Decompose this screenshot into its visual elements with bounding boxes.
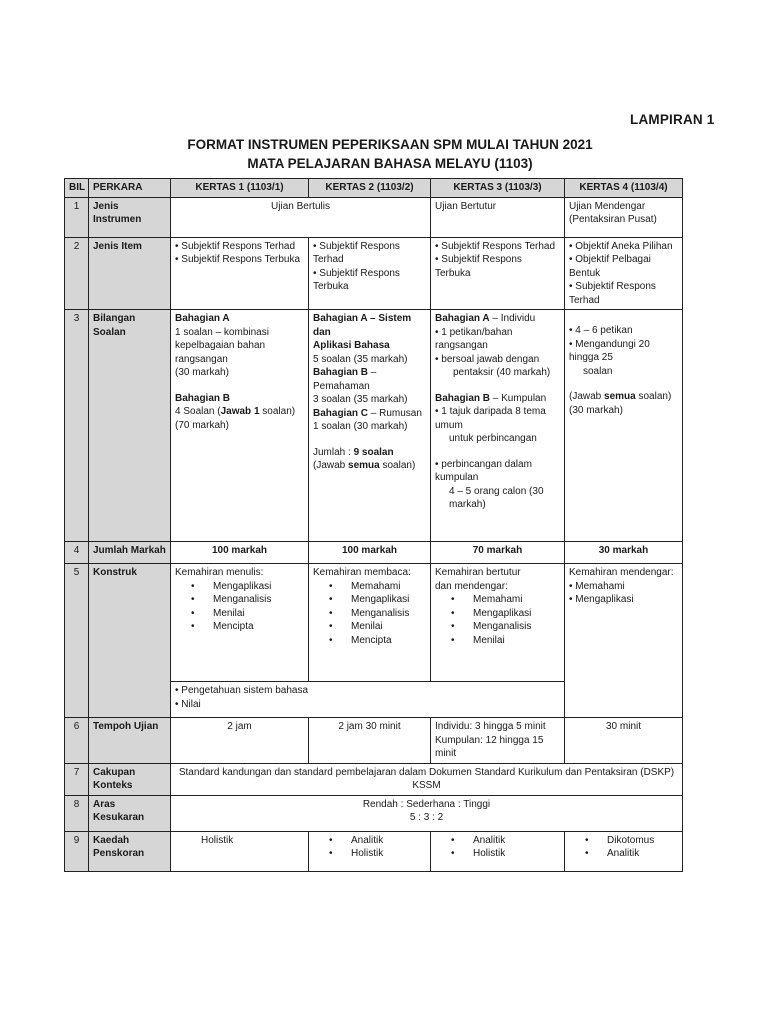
list-item: • Subjektif Respons Terbuka [435, 254, 522, 279]
cell-text: (70 markah) [175, 419, 229, 431]
row-number: 4 [65, 542, 89, 564]
text-part: (Jawab [569, 391, 605, 402]
list-item: • Objektif Pelbagai Bentuk [569, 254, 651, 279]
cell-text: 5 : 3 : 2 [409, 812, 444, 823]
text-part: – Kumpulan [490, 392, 547, 404]
scoring-list [569, 834, 678, 861]
list-item: • Menganalisis [329, 607, 426, 621]
skill-list [435, 593, 560, 647]
text-part: Bahagian B [435, 392, 491, 404]
row-number: 3 [65, 310, 89, 542]
cell-kertas-3 [431, 310, 565, 542]
cell-text [175, 405, 304, 419]
spacer [175, 380, 304, 392]
cell-text: untuk perbincangan [449, 433, 537, 444]
row-label: Cakupan Konteks [89, 763, 171, 795]
list-item: • Mengandungi 20 hingga 25 [569, 338, 650, 363]
cell-kertas-1: 2 jam [171, 718, 309, 764]
cell-text: 4 – 5 orang calon (30 markah) [449, 485, 544, 510]
text-part: (Jawab [313, 460, 349, 471]
section-heading: Aplikasi Bahasa [313, 340, 390, 351]
table-row [65, 564, 683, 682]
section-heading: Bahagian B [175, 392, 231, 404]
row-label: Jenis Instrumen [89, 197, 171, 237]
list-item: • 1 tajuk daripada 8 tema umum [435, 406, 546, 431]
cell-kertas-4 [565, 310, 683, 542]
table-row [65, 237, 683, 310]
list-item: • 4 – 6 petikan [569, 325, 633, 336]
cell-text [313, 459, 426, 473]
cell-kertas-2 [309, 564, 431, 682]
list-item: • Subjektif Respons Terhad [313, 240, 400, 265]
cell-kertas-4 [565, 564, 683, 718]
list-item: • 1 petikan/bahan rangsangan [435, 326, 513, 351]
cell-text [313, 407, 426, 421]
table-row [65, 542, 683, 564]
row-number: 6 [65, 718, 89, 764]
row-number: 1 [65, 197, 89, 237]
text-part: Jawab 1 [220, 406, 260, 417]
cell-text: Kumpulan: 12 hingga 15 minit [435, 734, 544, 759]
list-item: • Menganalisis [451, 620, 560, 634]
list-item: • Subjektif Respons Terbuka [313, 267, 400, 292]
list-item: • Analitik [329, 834, 426, 848]
spacer [313, 434, 426, 446]
table-row [65, 795, 683, 831]
text-part: 4 Soalan ( [175, 406, 221, 417]
cell-kertas-4: 30 minit [565, 718, 683, 764]
list-item: • Memahami [569, 580, 625, 592]
text-part: Bahagian A [435, 313, 490, 324]
list-item: • Nilai [175, 698, 201, 710]
cell-kertas-2 [309, 310, 431, 542]
cell-text: (Pentaksiran Pusat) [569, 214, 657, 225]
cell-text: 3 soalan (35 markah) [313, 394, 408, 405]
cell-kertas-3: 70 markah [431, 542, 565, 564]
cell-kertas-2: 100 markah [309, 542, 431, 564]
row-label: Aras Kesukaran [89, 795, 171, 831]
cell-all-papers: Standard kandungan dan standard pembelajaran dalam Dokumen Standard Kurikulum dan Pentaksiran (DSKP) KSSM [171, 763, 683, 795]
skill-list [313, 580, 426, 648]
cell-kertas-4: 30 markah [565, 542, 683, 564]
list-item: • bersoal jawab dengan [435, 353, 540, 365]
text-part: – Individu [489, 313, 536, 324]
column-header-kertas-2: KERTAS 2 (1103/2) [309, 179, 431, 198]
cell-text: Kemahiran bertutur [435, 567, 521, 578]
cell-text: (30 markah) [569, 404, 623, 416]
scoring-list [435, 834, 560, 861]
text-part: – Pemahaman [313, 367, 377, 392]
document-title: FORMAT INSTRUMEN PEPERIKSAAN SPM MULAI TAHUN 2021 [187, 137, 593, 152]
text-part: semua [604, 391, 636, 402]
exam-format-table [64, 178, 683, 872]
cell-kertas-2 [309, 237, 431, 310]
cell-text: Ujian Mendengar [569, 200, 646, 212]
table-row [65, 763, 683, 795]
cell-text [313, 446, 426, 460]
cell-text [435, 392, 560, 406]
row-number: 9 [65, 831, 89, 871]
skill-list [175, 580, 304, 634]
column-header-perkara: PERKARA [89, 179, 171, 198]
cell-kertas-4 [565, 831, 683, 871]
cell-text: (30 markah) [175, 367, 229, 378]
list-item: • Analitik [451, 834, 560, 848]
table-row [65, 197, 683, 237]
cell-text [435, 312, 560, 326]
row-label: Jenis Item [89, 237, 171, 310]
section-heading: Bahagian A – Sistem dan [313, 313, 412, 338]
list-item: • Memahami [451, 593, 560, 607]
cell-kertas-1: Holistik [171, 831, 309, 871]
cell-text: soalan [583, 365, 613, 377]
scoring-list [313, 834, 426, 861]
cell-text [569, 390, 678, 404]
list-item: • Subjektif Respons Terhad [569, 281, 656, 306]
row-label: Tempoh Ujian [89, 718, 171, 764]
list-item: • Holistik [329, 847, 426, 861]
cell-all-papers [171, 795, 683, 831]
list-item: • Holistik [451, 847, 560, 861]
cell-text: 1 soalan (30 markah) [313, 421, 408, 432]
cell-kertas-1: 100 markah [171, 542, 309, 564]
spacer [569, 378, 678, 390]
spacer [435, 446, 560, 458]
list-item: • Mencipta [329, 634, 426, 648]
list-item: • Mengaplikasi [329, 593, 426, 607]
appendix-label: LAMPIRAN 1 [630, 112, 715, 127]
cell-text: kepelbagaian bahan rangsangan [175, 340, 266, 365]
row-label: Bilangan Soalan [89, 310, 171, 542]
cell-text: Kemahiran membaca: [313, 567, 411, 578]
spacer [435, 380, 560, 392]
list-item: • Subjektif Respons Terbuka [175, 254, 301, 265]
cell-text: Kemahiran mendengar: [569, 567, 674, 578]
cell-kertas-3: Ujian Bertutur [431, 197, 565, 237]
cell-text: pentaksir (40 markah) [453, 367, 551, 378]
text-part: Jumlah : [313, 446, 354, 458]
table-header-row [65, 179, 683, 198]
cell-kertas-1-2: Ujian Bertulis [171, 197, 431, 237]
cell-kertas-3 [431, 831, 565, 871]
cell-kertas-4 [565, 197, 683, 237]
row-label: Jumlah Markah [89, 542, 171, 564]
row-number: 7 [65, 763, 89, 795]
spacer [569, 312, 678, 324]
list-item: • Pengetahuan sistem bahasa [175, 685, 309, 696]
cell-kertas-3 [431, 237, 565, 310]
text-part: soalan) [379, 460, 416, 471]
row-label: Konstruk [89, 564, 171, 718]
cell-text: Rendah : Sederhana : Tinggi [362, 798, 491, 810]
column-header-kertas-3: KERTAS 3 (1103/3) [431, 179, 565, 198]
section-heading: Bahagian A [175, 313, 230, 324]
cell-kertas-1 [171, 564, 309, 682]
list-item: • Dikotomus [585, 834, 678, 848]
list-item: • Menilai [329, 620, 426, 634]
list-item: • Mengaplikasi [191, 580, 304, 594]
text-part: soalan) [635, 391, 672, 402]
cell-text: 1 soalan – kombinasi [175, 326, 269, 338]
table-row [65, 718, 683, 764]
table-row [65, 831, 683, 871]
cell-kertas-3 [431, 718, 565, 764]
row-number: 5 [65, 564, 89, 718]
cell-kertas-3 [431, 564, 565, 682]
cell-kertas-1-3-shared [171, 682, 565, 718]
cell-kertas-1 [171, 237, 309, 310]
column-header-kertas-4: KERTAS 4 (1103/4) [565, 179, 683, 198]
list-item: • Objektif Aneka Pilihan [569, 240, 673, 252]
list-item: • Menganalisis [191, 593, 304, 607]
list-item: • perbincangan dalam kumpulan [435, 458, 532, 483]
text-part: semua [348, 460, 380, 471]
list-item: • Subjektif Respons Terhad [435, 240, 556, 252]
list-item: • Memahami [329, 580, 426, 594]
cell-kertas-4 [565, 237, 683, 310]
text-part: Bahagian C [313, 407, 369, 419]
list-item: • Mencipta [191, 620, 304, 634]
text-part: soalan) [259, 406, 296, 417]
column-header-kertas-1: KERTAS 1 (1103/1) [171, 179, 309, 198]
document-subtitle: MATA PELAJARAN BAHASA MELAYU (1103) [247, 156, 533, 171]
cell-text [313, 366, 426, 393]
column-header-bil: BIL [65, 179, 89, 198]
text-part: – Rumusan [368, 407, 422, 419]
table-row [65, 310, 683, 542]
cell-text: Individu: 3 hingga 5 minit [435, 721, 546, 732]
list-item: • Mengaplikasi [569, 594, 634, 605]
cell-text: dan mendengar: [435, 580, 508, 592]
row-number: 2 [65, 237, 89, 310]
cell-kertas-2: 2 jam 30 minit [309, 718, 431, 764]
cell-text: 5 soalan (35 markah) [313, 353, 408, 365]
cell-text: Kemahiran menulis: [175, 567, 264, 578]
row-label: Kaedah Penskoran [89, 831, 171, 871]
row-number: 8 [65, 795, 89, 831]
text-part: 9 soalan [353, 446, 394, 458]
list-item: • Analitik [585, 847, 678, 861]
list-item: • Subjektif Respons Terhad [175, 240, 296, 252]
list-item: • Mengaplikasi [451, 607, 560, 621]
cell-kertas-1 [171, 310, 309, 542]
list-item: • Menilai [451, 634, 560, 648]
text-part: Bahagian B [313, 367, 369, 378]
list-item: • Menilai [191, 607, 304, 621]
cell-kertas-2 [309, 831, 431, 871]
